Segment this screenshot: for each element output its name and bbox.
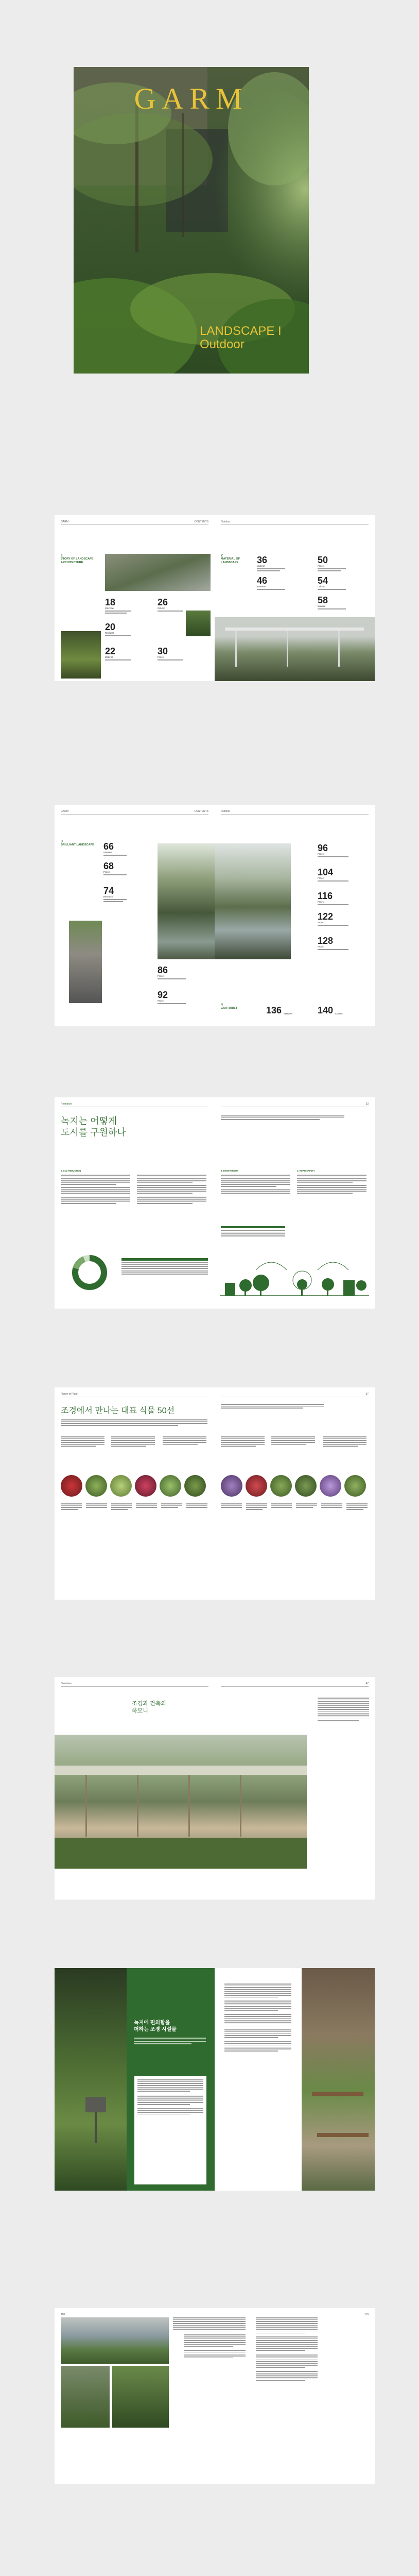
- facilities-col-mid: [224, 1984, 291, 2053]
- facilities-headline-line1: 녹지에 편의함을: [134, 2020, 170, 2026]
- plant-captions-r: [221, 1503, 368, 1511]
- toc1-entry-30: [158, 647, 183, 662]
- cover-subtitle-line2: Outdoor: [200, 337, 245, 351]
- toc1-section1: [61, 554, 102, 565]
- toc2-section3-num: 3: [61, 840, 63, 843]
- facilities-col-left: [134, 2076, 206, 2184]
- project-col-2: [256, 2317, 318, 2382]
- plant-photo-5: [160, 1475, 181, 1497]
- research-left-page: [55, 1097, 215, 1309]
- toc2-section3: [61, 840, 97, 847]
- toc2-entry-text: Project: [318, 901, 325, 903]
- research-intro: [221, 1115, 344, 1121]
- toc1-entry-text: Column: [318, 585, 325, 588]
- plant-photo-2: [85, 1475, 107, 1497]
- toc2-header-left: GARM: [61, 810, 68, 813]
- toc1-right-page: [215, 515, 375, 681]
- toc2-entry-104: [318, 868, 348, 883]
- plant-photo-1: [61, 1475, 82, 1497]
- toc1-entry-36: [257, 555, 285, 572]
- toc1-entry-page: 36: [257, 555, 268, 565]
- toc1-entry-page: 46: [257, 575, 268, 586]
- toc1-pergola-photo: [215, 617, 375, 681]
- overview-header-right: 47: [365, 1682, 369, 1685]
- plant-col1: [61, 1436, 104, 1448]
- toc2-entry-page: 96: [318, 843, 328, 853]
- toc1-entry-46: [257, 576, 285, 591]
- toc1-entry-page: 22: [105, 646, 116, 656]
- toc2-entry-128: [318, 936, 348, 951]
- research-table: [121, 1258, 208, 1276]
- research-header-right: 33: [365, 1103, 369, 1106]
- toc2-entry-page: 116: [318, 891, 333, 901]
- toc2-entry-text: Project: [318, 853, 325, 855]
- toc1-entry-text: Material: [105, 656, 113, 658]
- plant-photo-8: [246, 1475, 267, 1497]
- plant-spread: [55, 1387, 375, 1600]
- toc1-entry-text: Column: [158, 607, 165, 609]
- toc2-entry-96: [318, 843, 348, 858]
- toc1-entry-54: [318, 576, 346, 591]
- research-header-left: Research: [61, 1103, 72, 1106]
- toc2-entry-page: 66: [103, 841, 114, 852]
- overview-building-photo: [55, 1735, 307, 1869]
- cover-subtitle-line1: LANDSCAPE I: [200, 324, 282, 338]
- research-subhead-4: 4. ROAD SAFETY: [297, 1170, 315, 1172]
- toc1-entry-text: Project: [158, 656, 165, 658]
- research-headline-line1: 녹지는 어떻게: [61, 1116, 117, 1126]
- toc1-entry-22: [105, 647, 131, 662]
- overview-spread: [55, 1677, 375, 1900]
- toc2-entry-92: [158, 990, 186, 1005]
- toc2-entry-text: Column: [335, 1012, 343, 1015]
- toc2-lake-photo: [215, 843, 291, 959]
- plant-captions-l: [61, 1503, 207, 1511]
- toc2-entry-86: [158, 965, 186, 980]
- overview-header-left: Overview: [61, 1682, 72, 1685]
- toc2-entry-116: [318, 891, 348, 906]
- plant-right-page: [215, 1387, 375, 1600]
- facilities-green-intro: [134, 2038, 206, 2045]
- plant-r-intro: [221, 1404, 324, 1410]
- toc1-entry-20: [105, 622, 131, 637]
- toc2-entry-136: [266, 1006, 292, 1015]
- plant-header: [61, 1393, 208, 1397]
- toc2-entry-text: Project: [103, 871, 111, 873]
- toc2-right-page: [215, 805, 375, 1026]
- plant-photo-9: [270, 1475, 292, 1497]
- overview-headline: [132, 1700, 166, 1715]
- toc1-forest-photo: [186, 611, 211, 636]
- plant-r-col1: [221, 1436, 265, 1448]
- toc2-entry-text: Project: [158, 975, 165, 977]
- overview-sidebar-text: [318, 1698, 369, 1722]
- facilities-spread: [55, 1968, 375, 2191]
- facilities-bench-photo: [302, 1968, 375, 2191]
- toc1-entry-page: 54: [318, 575, 328, 586]
- plant-photo-7: [221, 1475, 242, 1497]
- toc1-section2-num: 2: [221, 554, 223, 557]
- project-trees-photo: [112, 2366, 169, 2428]
- toc2-entry-122: [318, 912, 348, 927]
- toc1-entry-page: 20: [105, 622, 116, 632]
- toc-spread-2: [55, 805, 375, 1026]
- research-body-col1: [61, 1175, 130, 1205]
- research-subhead-3: 3. BIODIVERSITY: [221, 1170, 239, 1172]
- toc-spread-1: [55, 515, 375, 681]
- toc1-lawn-photo: [61, 631, 101, 679]
- project-header-r: [221, 2313, 369, 2317]
- toc1-entry-page: 58: [318, 595, 328, 605]
- toc2-entry-page: 68: [103, 861, 114, 871]
- cover-title: GARM: [134, 82, 249, 115]
- plant-r-col3: [323, 1436, 366, 1448]
- toc2-entry-text: Interview: [284, 1012, 292, 1015]
- toc1-header-left: GARM: [61, 520, 68, 523]
- project-spread: [55, 2308, 375, 2484]
- toc2-left-page: [55, 805, 215, 1026]
- toc2-section4-title: GARTURIST: [221, 1007, 238, 1010]
- facilities-headline-line2: 더하는 조경 시설물: [134, 2027, 177, 2032]
- toc1-entry-page: 30: [158, 646, 168, 656]
- overview-headline-line2: 하모니: [132, 1708, 148, 1714]
- toc2-section3-title: BRILLIANT LANDSCAPE: [61, 843, 94, 846]
- toc2-section4: [221, 1003, 252, 1010]
- research-headline-line2: 도시를 구원하나: [61, 1127, 126, 1138]
- toc2-entry-page: 136: [266, 1005, 282, 1015]
- toc2-header: [61, 810, 208, 815]
- research-header-r: [221, 1103, 369, 1107]
- research-right-page: [215, 1097, 375, 1309]
- toc2-entry-140: [318, 1006, 342, 1015]
- facilities-garden-photo: [55, 1968, 127, 2191]
- plant-header-right: 37: [365, 1393, 369, 1396]
- toc1-section2-title: MATERIAL OF LANDSCAPE: [221, 557, 240, 564]
- toc1-section1-title: STORY OF LANDSCAPE ARCHITECTURE: [61, 557, 94, 564]
- toc1-entry-text: Interview: [105, 607, 114, 609]
- research-donut-chart: [69, 1252, 110, 1293]
- toc1-entry-page: 50: [318, 555, 328, 565]
- toc2-entry-text: Project: [318, 945, 325, 948]
- toc1-entry-text: Project: [318, 565, 325, 567]
- toc2-entry-page: 128: [318, 936, 334, 946]
- research-tree-illustration: [220, 1255, 369, 1301]
- toc2-entry-text: Research: [103, 895, 113, 898]
- plant-r-col2: [271, 1436, 315, 1446]
- toc1-section2: [221, 554, 257, 565]
- toc2-header-mid: CONTENTS: [194, 810, 208, 813]
- toc2-section4-num: 4: [221, 1003, 223, 1007]
- facilities-headline: [134, 2020, 177, 2033]
- toc1-entry-page: 26: [158, 597, 168, 607]
- toc2-entry-text: Interview: [103, 851, 112, 854]
- toc2-entry-text: Project: [318, 877, 325, 879]
- overview-header: [61, 1682, 208, 1687]
- project-header-left: 118: [61, 2313, 65, 2316]
- plant-left-page: [55, 1387, 215, 1600]
- research-subhead-1: 1. CO2 REDUCTION: [61, 1170, 81, 1172]
- toc2-entry-page: 74: [103, 886, 114, 896]
- magazine-cover: [74, 67, 309, 374]
- toc1-header-mid: CONTENTS: [194, 520, 208, 523]
- plant-photo-11: [320, 1475, 341, 1497]
- project-header: [61, 2313, 208, 2317]
- plant-photo-12: [344, 1475, 366, 1497]
- research-body-col4: [297, 1175, 366, 1195]
- toc2-entry-page: 92: [158, 990, 168, 1000]
- project-right-page: [215, 2308, 375, 2484]
- project-header-right: 119: [364, 2313, 369, 2316]
- toc1-entry-text: Research: [105, 632, 114, 634]
- research-header: [61, 1103, 208, 1107]
- toc1-header-right-row: [221, 520, 369, 525]
- toc1-entry-text: Material: [318, 605, 325, 607]
- toc1-header: [61, 520, 208, 525]
- plant-photo-4: [135, 1475, 156, 1497]
- toc1-entry-text: Material: [257, 565, 265, 567]
- toc2-header-right: Outdoor: [221, 810, 231, 813]
- toc1-entry-58: [318, 596, 346, 611]
- toc1-section1-num: 1: [61, 554, 63, 557]
- toc1-left-page: [55, 515, 215, 681]
- toc1-entry-50: [318, 555, 346, 572]
- plant-header-left: Figure of Plant: [61, 1393, 78, 1396]
- research-headline: [61, 1115, 126, 1138]
- project-rooftop-photo: [61, 2317, 169, 2364]
- toc1-entry-page: 18: [105, 597, 116, 607]
- research-small-table: [221, 1226, 285, 1238]
- plant-photo-6: [184, 1475, 206, 1497]
- plant-photo-3: [110, 1475, 132, 1497]
- toc2-entry-page: 140: [318, 1005, 334, 1015]
- research-body-col2: [137, 1175, 206, 1205]
- research-spread: [55, 1097, 375, 1309]
- toc2-entry-page: 86: [158, 965, 168, 975]
- plant-col3: [163, 1436, 206, 1446]
- toc2-willow-photo: [158, 843, 215, 959]
- toc2-header-right-row: [221, 810, 369, 815]
- toc1-entry-18: [105, 598, 131, 615]
- toc2-entry-text: Project: [158, 999, 165, 1002]
- plant-col2: [111, 1436, 155, 1448]
- plant-headline: 조경에서 만나는 대표 식물 50선: [61, 1406, 175, 1415]
- toc2-entry-74: [103, 886, 127, 903]
- toc2-entry-text: Project: [318, 921, 325, 924]
- plant-header-r: [221, 1393, 369, 1397]
- cover-subtitle: [200, 325, 282, 351]
- toc1-entry-text: Interview: [257, 585, 266, 588]
- toc2-entry-page: 122: [318, 911, 334, 922]
- toc1-header-right: Outdoor: [221, 520, 231, 523]
- plant-photo-10: [295, 1475, 317, 1497]
- toc1-entry-26: [158, 598, 183, 613]
- toc2-entry-66: [103, 842, 127, 857]
- toc2-entry-68: [103, 861, 127, 876]
- research-body-col3: [221, 1175, 290, 1196]
- toc2-entry-page: 104: [318, 867, 334, 877]
- project-col-1: [184, 2317, 246, 2360]
- toc2-building-photo: [69, 921, 102, 1003]
- plant-intro: [61, 1419, 207, 1427]
- overview-header-r: [221, 1682, 369, 1687]
- overview-headline-line1: 조경과 건축의: [132, 1701, 166, 1707]
- toc1-aerial-photo: [105, 554, 211, 591]
- project-pathway-photo: [61, 2366, 110, 2428]
